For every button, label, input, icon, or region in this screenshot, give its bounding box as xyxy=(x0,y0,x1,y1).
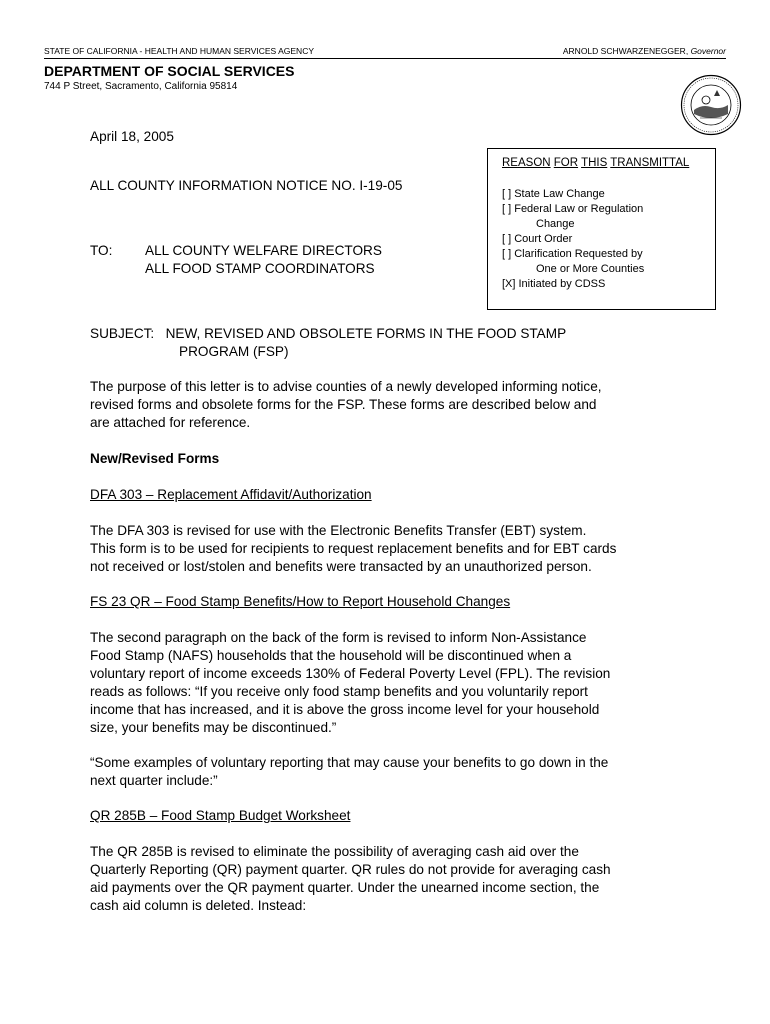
governor-name: ARNOLD SCHWARZENEGGER, xyxy=(562,46,689,56)
header-rule xyxy=(44,58,726,59)
reason-item: [ ] State Law Change xyxy=(502,188,605,200)
governor-title: Governor xyxy=(690,46,726,56)
state-seal-icon xyxy=(680,74,742,136)
reason-item: [ ] Court Order xyxy=(502,233,573,245)
text-line: The QR 285B is revised to eliminate the possibility of averaging cash aid over the xyxy=(90,844,579,859)
reason-item: [ ] Federal Law or Regulation xyxy=(502,203,644,215)
dfa303-heading-text: DFA 303 – Replacement Affidavit/Authorization xyxy=(90,487,372,502)
text-line: next quarter include:” xyxy=(90,773,218,788)
fs23-heading-text: FS 23 QR – Food Stamp Benefits/How to Report Household Changes xyxy=(90,594,511,609)
reason-item: [ ] Clarification Requested by xyxy=(502,248,643,260)
to-label: TO: xyxy=(90,243,113,258)
text-line: cash aid column is deleted. Instead: xyxy=(90,898,307,913)
reason-list xyxy=(502,187,644,292)
title-word: TRANSMITTAL xyxy=(610,157,690,169)
section-heading: New/Revised Forms xyxy=(90,451,220,466)
title-word: THIS xyxy=(581,157,608,169)
text-line: Food Stamp (NAFS) households that the household will be discontinued when a xyxy=(90,648,572,663)
reason-box-title xyxy=(502,157,689,169)
text-line: aid payments over the QR payment quarter. Under the unearned income section, the xyxy=(90,880,600,895)
text-line: voluntary report of income exceeds 130% of Federal Poverty Level (FPL). The revision xyxy=(90,666,611,681)
text-line: The DFA 303 is revised for use with the Electronic Benefits Transfer (EBT) system. xyxy=(90,523,587,538)
text-line: are attached for reference. xyxy=(90,415,251,430)
subject-line xyxy=(90,325,566,343)
text-line: This form is to be used for recipients to request replacement benefits and for EBT cards xyxy=(90,541,617,556)
title-word: REASON xyxy=(502,157,551,169)
agency-name: STATE OF CALIFORNIA - HEALTH AND HUMAN SERVICES AGENCY xyxy=(44,46,315,56)
governor-line xyxy=(563,46,726,56)
dfa303-heading xyxy=(90,486,690,504)
fs23-paragraph xyxy=(90,629,690,737)
text-line: The purpose of this letter is to advise counties of a newly developed informing notice, xyxy=(90,379,602,394)
title-word: FOR xyxy=(553,157,579,169)
text-line: revised forms and obsolete forms for the FSP. These forms are described below and xyxy=(90,397,597,412)
qr285b-heading-text: QR 285B – Food Stamp Budget Worksheet xyxy=(90,808,351,823)
recipient-line: ALL COUNTY WELFARE DIRECTORS xyxy=(145,243,382,258)
purpose-paragraph xyxy=(90,378,690,432)
qr285b-heading xyxy=(90,807,690,825)
fs23-heading xyxy=(90,593,690,611)
qr285b-paragraph xyxy=(90,843,690,915)
department-address: 744 P Street, Sacramento, California 95814 xyxy=(44,81,238,92)
subject-text-continued: PROGRAM (FSP) xyxy=(179,344,289,359)
reason-item-continued: One or More Counties xyxy=(536,263,645,275)
text-line: The second paragraph on the back of the form is revised to inform Non-Assistance xyxy=(90,630,587,645)
dfa303-paragraph xyxy=(90,522,690,576)
text-line: Quarterly Reporting (QR) payment quarter. QR rules do not provide for averaging cash xyxy=(90,862,611,877)
subject-text: NEW, REVISED AND OBSOLETE FORMS IN THE FOOD STAMP xyxy=(165,326,567,341)
reason-for-transmittal-box xyxy=(487,148,716,310)
reason-item-selected: [X] Initiated by CDSS xyxy=(502,278,606,290)
letter-date: April 18, 2005 xyxy=(90,129,174,144)
text-line: income that has increased, and it is above the gross income level for your household xyxy=(90,702,600,717)
text-line: “Some examples of voluntary reporting that may cause your benefits to go down in the xyxy=(90,755,609,770)
recipient-line: ALL FOOD STAMP COORDINATORS xyxy=(145,261,375,276)
notice-number: ALL COUNTY INFORMATION NOTICE NO. I-19-05 xyxy=(90,178,403,193)
reason-item-continued: Change xyxy=(536,218,575,230)
subject-label: SUBJECT: xyxy=(90,326,155,341)
text-line: size, your benefits may be discontinued.” xyxy=(90,720,337,735)
text-line: not received or lost/stolen and benefits were transacted by an unauthorized person. xyxy=(90,559,592,574)
fs23-quote-paragraph xyxy=(90,754,690,790)
recipients xyxy=(145,242,382,278)
text-line: reads as follows: “If you receive only food stamp benefits and you voluntarily report xyxy=(90,684,588,699)
department-name: DEPARTMENT OF SOCIAL SERVICES xyxy=(44,63,295,79)
